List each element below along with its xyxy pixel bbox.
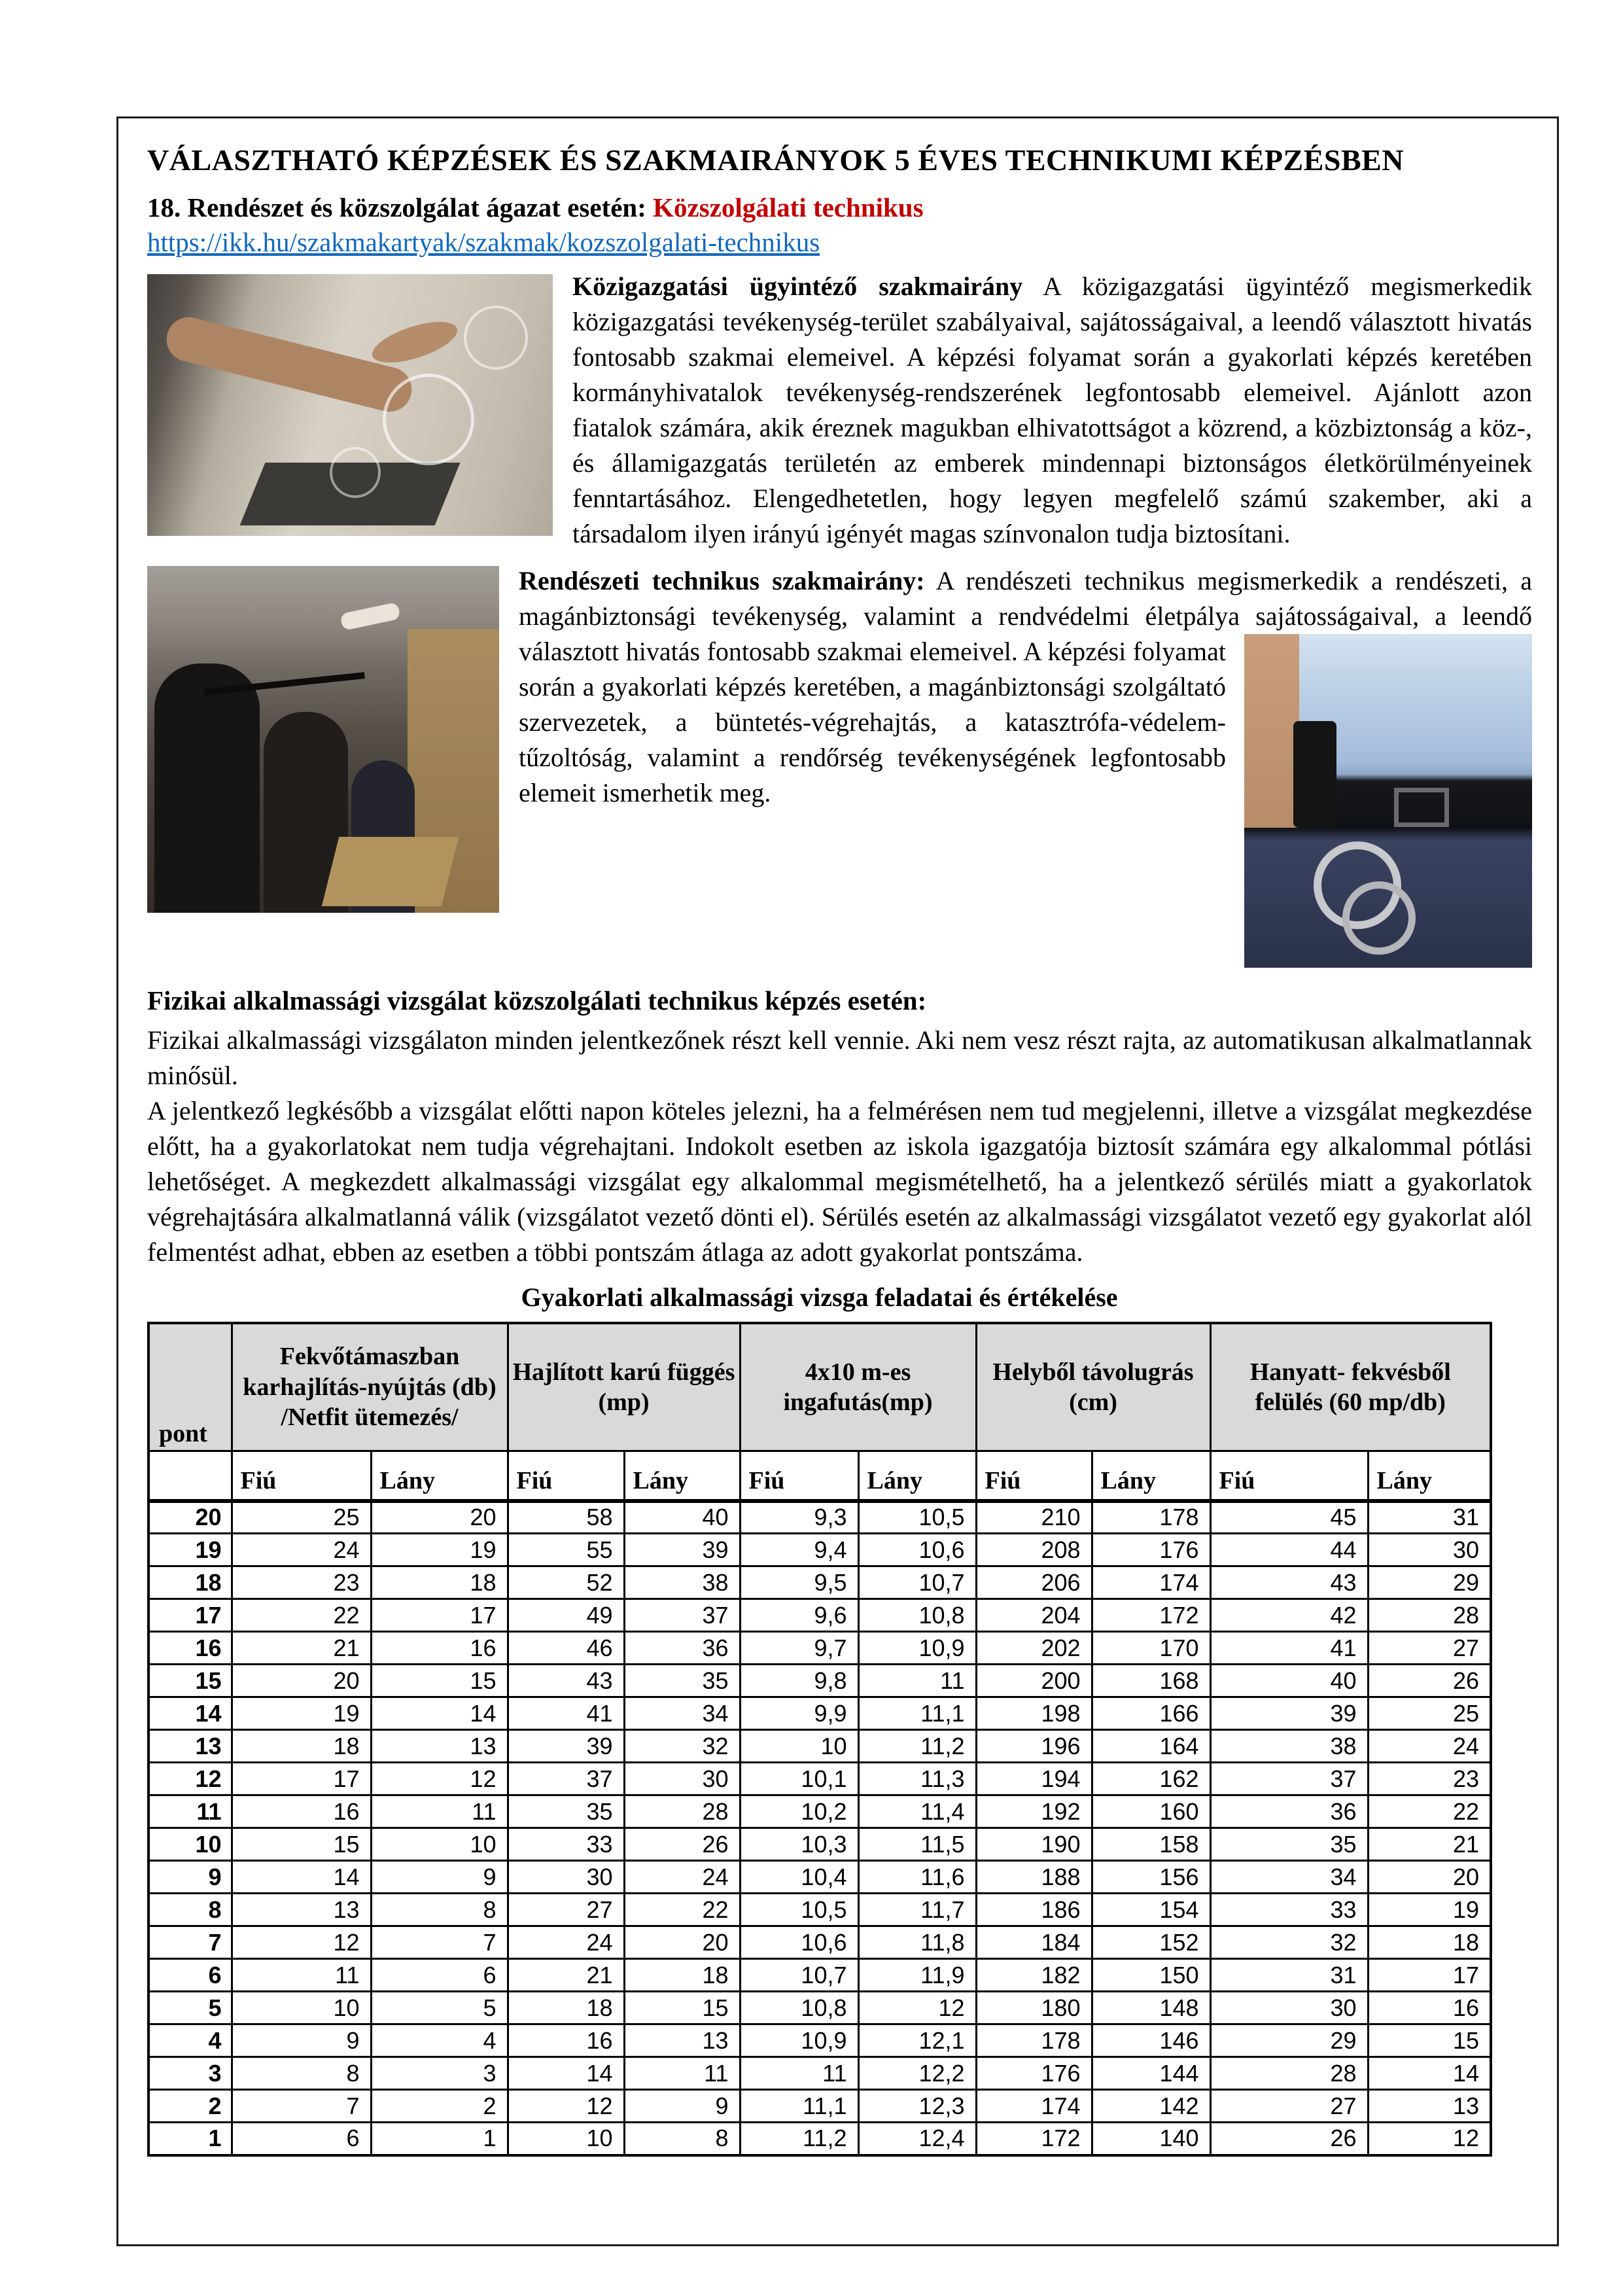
score-cell: 146 xyxy=(1092,2024,1210,2057)
score-cell: 160 xyxy=(1092,1795,1210,1828)
score-cell: 35 xyxy=(624,1665,740,1697)
gender-subheader: Fiú xyxy=(1210,1451,1368,1501)
score-cell: 22 xyxy=(232,1599,371,1632)
score-cell: 204 xyxy=(976,1599,1092,1632)
score-cell: 39 xyxy=(1210,1697,1368,1730)
gender-subheader: Fiú xyxy=(740,1451,858,1501)
shooting-range-photo xyxy=(147,566,499,913)
score-cell: 14 xyxy=(1368,2057,1491,2090)
score-cell: 11,3 xyxy=(858,1763,976,1795)
score-cell: 21 xyxy=(508,1959,624,1992)
score-cell: 4 xyxy=(371,2024,508,2057)
score-cell: 208 xyxy=(976,1534,1092,1566)
score-cell: 18 xyxy=(371,1566,508,1599)
belt-buckle-shape xyxy=(1394,788,1449,827)
column-group-header: 4x10 m-es ingafutás(mp) xyxy=(740,1323,976,1451)
score-cell: 21 xyxy=(232,1632,371,1665)
point-cell: 3 xyxy=(148,2057,232,2090)
score-cell: 27 xyxy=(1210,2090,1368,2123)
section-heading xyxy=(147,190,1532,225)
point-cell: 15 xyxy=(148,1665,232,1697)
score-cell: 11 xyxy=(371,1795,508,1828)
table-row xyxy=(148,1665,1491,1697)
score-cell: 202 xyxy=(976,1632,1092,1665)
score-cell: 13 xyxy=(624,2024,740,2057)
point-cell: 13 xyxy=(148,1730,232,1763)
score-cell: 192 xyxy=(976,1795,1092,1828)
score-cell: 20 xyxy=(1368,1861,1491,1894)
score-cell: 36 xyxy=(624,1632,740,1665)
score-cell: 17 xyxy=(1368,1959,1491,1992)
icon-ring xyxy=(383,374,474,465)
score-cell: 10,1 xyxy=(740,1763,858,1795)
fitness-heading: Fizikai alkalmassági vizsgálat közszolgálati technikus képzés esetén: xyxy=(147,985,927,1016)
score-cell: 44 xyxy=(1210,1534,1368,1566)
score-cell: 26 xyxy=(1368,1665,1491,1697)
point-cell: 10 xyxy=(148,1828,232,1861)
score-cell: 176 xyxy=(976,2057,1092,2090)
table-row xyxy=(148,1534,1491,1566)
fitness-paragraph-1: Fizikai alkalmassági vizsgálaton minden jelentkezőnek részt kell vennie. Aki nem vesz részt rajta, az automatikusan alkalmatlannak minősül. xyxy=(147,1025,1532,1090)
score-cell: 43 xyxy=(508,1665,624,1697)
table-row xyxy=(148,1730,1491,1763)
score-cell: 9,6 xyxy=(740,1599,858,1632)
score-cell: 144 xyxy=(1092,2057,1210,2090)
point-cell: 2 xyxy=(148,2090,232,2123)
point-cell: 14 xyxy=(148,1697,232,1730)
table-row xyxy=(148,1828,1491,1861)
admin-paragraph-lead: Közigazgatási ügyintéző szakmairány xyxy=(572,272,1023,302)
score-cell: 26 xyxy=(1210,2123,1368,2155)
gender-subheader: Lány xyxy=(858,1451,976,1501)
score-cell: 11,2 xyxy=(858,1730,976,1763)
score-cell: 10,8 xyxy=(858,1599,976,1632)
handcuff-ring-shape xyxy=(1342,881,1416,955)
score-cell: 5 xyxy=(371,1992,508,2024)
document-title: VÁLASZTHATÓ KÉPZÉSEK ÉS SZAKMAIRÁNYOK 5 ÉVES TECHNIKUMI KÉPZÉSBEN xyxy=(147,143,1405,177)
score-cell: 12,1 xyxy=(858,2024,976,2057)
score-cell: 166 xyxy=(1092,1697,1210,1730)
score-cell: 9 xyxy=(624,2090,740,2123)
police-paragraph-body: A rendészeti technikus megismerkedik a rendészeti, a magánbiztonsági tevékenység, valamint a rendvédelmi életpálya sajátosságaival, a leendő választott hivatás fontosabb szakmai elemeivel. A képzési folyamat során a gyakorlati képzés keretében, a magánbiztonsági szolgáltató szervezetek, a büntetés-végrehajtás, a katasztrófa-védelem-tűzoltóság, valamint a rendőrség tevékenységének legfontosabb elemeit ismerhetik meg. xyxy=(519,566,1532,808)
score-cell: 7 xyxy=(232,2090,371,2123)
score-cell: 12 xyxy=(232,1926,371,1959)
score-cell: 9,4 xyxy=(740,1534,858,1566)
score-cell: 24 xyxy=(508,1926,624,1959)
score-cell: 33 xyxy=(508,1828,624,1861)
score-cell: 20 xyxy=(624,1926,740,1959)
score-cell: 12,3 xyxy=(858,2090,976,2123)
score-cell: 25 xyxy=(1368,1697,1491,1730)
score-cell: 6 xyxy=(232,2123,371,2155)
point-cell: 17 xyxy=(148,1599,232,1632)
table-row xyxy=(148,1861,1491,1894)
score-cell: 40 xyxy=(624,1501,740,1534)
score-cell: 148 xyxy=(1092,1992,1210,2024)
score-cell: 30 xyxy=(1368,1534,1491,1566)
score-cell: 35 xyxy=(1210,1828,1368,1861)
score-cell: 11 xyxy=(624,2057,740,2090)
point-cell: 20 xyxy=(148,1501,232,1534)
score-cell: 29 xyxy=(1368,1566,1491,1599)
score-cell: 26 xyxy=(624,1828,740,1861)
score-cell: 12 xyxy=(508,2090,624,2123)
score-cell: 7 xyxy=(371,1926,508,1959)
score-cell: 11,1 xyxy=(740,2090,858,2123)
score-cell: 156 xyxy=(1092,1861,1210,1894)
point-cell: 4 xyxy=(148,2024,232,2057)
score-cell: 49 xyxy=(508,1599,624,1632)
score-cell: 172 xyxy=(976,2123,1092,2155)
police-paragraph xyxy=(147,563,1532,973)
score-cell: 10,5 xyxy=(740,1894,858,1926)
score-cell: 17 xyxy=(371,1599,508,1632)
score-cell: 9 xyxy=(371,1861,508,1894)
score-cell: 21 xyxy=(1368,1828,1491,1861)
score-cell: 194 xyxy=(976,1763,1092,1795)
point-cell: 12 xyxy=(148,1763,232,1795)
table-row xyxy=(148,2057,1491,2090)
score-cell: 24 xyxy=(624,1861,740,1894)
score-cell: 184 xyxy=(976,1926,1092,1959)
score-cell: 24 xyxy=(1368,1730,1491,1763)
score-cell: 1 xyxy=(371,2123,508,2155)
gender-subheader: Fiú xyxy=(976,1451,1092,1501)
score-cell: 13 xyxy=(1368,2090,1491,2123)
score-cell: 8 xyxy=(624,2123,740,2155)
score-cell: 10,4 xyxy=(740,1861,858,1894)
score-cell: 176 xyxy=(1092,1534,1210,1566)
score-cell: 41 xyxy=(508,1697,624,1730)
score-cell: 9,3 xyxy=(740,1501,858,1534)
score-cell: 10,5 xyxy=(858,1501,976,1534)
table-subheader-row xyxy=(148,1451,1491,1501)
point-cell: 1 xyxy=(148,2123,232,2155)
score-cell: 13 xyxy=(232,1894,371,1926)
score-cell: 11 xyxy=(232,1959,371,1992)
column-group-header: Hanyatt- fekvésből felülés (60 mp/db) xyxy=(1210,1323,1491,1451)
score-cell: 45 xyxy=(1210,1501,1368,1534)
score-cell: 10,9 xyxy=(858,1632,976,1665)
table-row xyxy=(148,2090,1491,2123)
score-cell: 35 xyxy=(508,1795,624,1828)
column-group-header: Helyből távolugrás (cm) xyxy=(976,1323,1210,1451)
score-cell: 18 xyxy=(232,1730,371,1763)
score-cell: 30 xyxy=(508,1861,624,1894)
score-cell: 34 xyxy=(1210,1861,1368,1894)
score-cell: 174 xyxy=(976,2090,1092,2123)
score-cell: 38 xyxy=(624,1566,740,1599)
point-cell: 16 xyxy=(148,1632,232,1665)
score-cell: 20 xyxy=(232,1665,371,1697)
gender-subheader: Fiú xyxy=(232,1451,371,1501)
score-cell: 142 xyxy=(1092,2090,1210,2123)
course-link[interactable]: https://ikk.hu/szakmakartyak/szakmak/kozszolgalati-technikus xyxy=(147,227,820,258)
score-cell: 182 xyxy=(976,1959,1092,1992)
score-cell: 37 xyxy=(1210,1763,1368,1795)
score-cell: 170 xyxy=(1092,1632,1210,1665)
score-cell: 12 xyxy=(1368,2123,1491,2155)
score-cell: 12,4 xyxy=(858,2123,976,2155)
score-cell: 200 xyxy=(976,1665,1092,1697)
table-row xyxy=(148,1959,1491,1992)
score-cell: 162 xyxy=(1092,1763,1210,1795)
score-cell: 14 xyxy=(371,1697,508,1730)
score-cell: 9,9 xyxy=(740,1697,858,1730)
score-cell: 10 xyxy=(740,1730,858,1763)
point-cell: 7 xyxy=(148,1926,232,1959)
table-row xyxy=(148,1795,1491,1828)
table-row xyxy=(148,1926,1491,1959)
score-cell: 10,7 xyxy=(740,1959,858,1992)
score-cell: 16 xyxy=(1368,1992,1491,2024)
score-cell: 11,4 xyxy=(858,1795,976,1828)
table-group-header-row xyxy=(148,1323,1491,1451)
gender-subheader: Lány xyxy=(1092,1451,1210,1501)
score-cell: 178 xyxy=(1092,1501,1210,1534)
score-cell: 23 xyxy=(1368,1763,1491,1795)
score-cell: 8 xyxy=(232,2057,371,2090)
score-cell: 39 xyxy=(508,1730,624,1763)
arm-shape xyxy=(162,313,416,417)
score-cell: 174 xyxy=(1092,1566,1210,1599)
table-row xyxy=(148,2024,1491,2057)
table-row xyxy=(148,1632,1491,1665)
score-cell: 10 xyxy=(232,1992,371,2024)
score-cell: 11,6 xyxy=(858,1861,976,1894)
score-cell: 8 xyxy=(371,1894,508,1926)
score-cell: 15 xyxy=(371,1665,508,1697)
score-cell: 18 xyxy=(508,1992,624,2024)
score-cell: 9,7 xyxy=(740,1632,858,1665)
score-cell: 15 xyxy=(1368,2024,1491,2057)
score-cell: 206 xyxy=(976,1566,1092,1599)
point-header-cell: pont xyxy=(148,1323,232,1451)
score-cell: 19 xyxy=(1368,1894,1491,1926)
score-cell: 15 xyxy=(232,1828,371,1861)
score-cell: 168 xyxy=(1092,1665,1210,1697)
score-cell: 22 xyxy=(624,1894,740,1926)
score-cell: 12,2 xyxy=(858,2057,976,2090)
score-cell: 39 xyxy=(624,1534,740,1566)
police-paragraph-lead: Rendészeti technikus szakmairány: xyxy=(519,566,925,596)
score-cell: 30 xyxy=(624,1763,740,1795)
score-cell: 31 xyxy=(1368,1501,1491,1534)
score-cell: 164 xyxy=(1092,1730,1210,1763)
score-cell: 11,2 xyxy=(740,2123,858,2155)
score-cell: 152 xyxy=(1092,1926,1210,1959)
score-cell: 10,8 xyxy=(740,1992,858,2024)
score-cell: 3 xyxy=(371,2057,508,2090)
police-officer-photo xyxy=(1244,634,1532,968)
column-group-header: Hajlított karú függés (mp) xyxy=(508,1323,740,1451)
section-heading-highlight: Közszolgálati technikus xyxy=(653,192,924,222)
score-cell: 18 xyxy=(1368,1926,1491,1959)
score-cell: 178 xyxy=(976,2024,1092,2057)
score-cell: 31 xyxy=(1210,1959,1368,1992)
score-cell: 55 xyxy=(508,1534,624,1566)
score-cell: 16 xyxy=(508,2024,624,2057)
score-cell: 150 xyxy=(1092,1959,1210,1992)
empty-header-cell xyxy=(148,1451,232,1501)
table-row xyxy=(148,1697,1491,1730)
score-cell: 190 xyxy=(976,1828,1092,1861)
gender-subheader: Fiú xyxy=(508,1451,624,1501)
score-cell: 58 xyxy=(508,1501,624,1534)
score-cell: 16 xyxy=(232,1795,371,1828)
table-row xyxy=(148,1992,1491,2024)
score-cell: 10,6 xyxy=(740,1926,858,1959)
radio-shape xyxy=(1293,721,1336,828)
score-cell: 14 xyxy=(508,2057,624,2090)
score-cell: 16 xyxy=(371,1632,508,1665)
icon-ring xyxy=(330,447,381,498)
point-cell: 9 xyxy=(148,1861,232,1894)
score-cell: 34 xyxy=(624,1697,740,1730)
score-cell: 11,5 xyxy=(858,1828,976,1861)
score-cell: 52 xyxy=(508,1566,624,1599)
hand-shape xyxy=(368,313,462,371)
section-heading-prefix: 18. Rendészet és közszolgálat ágazat esetén: xyxy=(147,192,654,222)
score-cell: 40 xyxy=(1210,1665,1368,1697)
ceiling-lamp-shape xyxy=(340,602,400,631)
fitness-paragraph-2: A jelentkező legkésőbb a vizsgálat előtti napon köteles jelezni, ha a felmérésen nem tud megjelenni, illetve a vizsgálat megkezdése előtt, ha a gyakorlatokat nem tudja végrehajtani. Indokolt esetben az iskola igazgatója biztosít számára egy alkalommal pótlási lehetőséget. A megkezdett alkalmassági vizsgálat egy alkalommal megismételhető, ha a jelentkező sérülés miatt a gyakorlatok végrehajtására alkalmatlanná válik (vizsgálatot vezető dönti el). Sérülés esetén az alkalmassági vizsgálatot vezető egy gyakorlat alól felmentést adhat, ebben az esetben a többi pontszám átlaga az adott gyakorlat pontszáma. xyxy=(147,1095,1532,1267)
score-cell: 41 xyxy=(1210,1632,1368,1665)
score-cell: 15 xyxy=(624,1992,740,2024)
column-group-header: Fekvőtámaszban karhajlítás-nyújtás (db) /Netfit ütemezés/ xyxy=(232,1323,508,1451)
score-cell: 6 xyxy=(371,1959,508,1992)
point-cell: 6 xyxy=(148,1959,232,1992)
score-cell: 14 xyxy=(232,1861,371,1894)
score-cell: 198 xyxy=(976,1697,1092,1730)
gender-subheader: Lány xyxy=(624,1451,740,1501)
scores-table-section xyxy=(147,1282,1492,2157)
score-cell: 10 xyxy=(371,1828,508,1861)
score-cell: 11,1 xyxy=(858,1697,976,1730)
score-cell: 42 xyxy=(1210,1599,1368,1632)
score-cell: 28 xyxy=(624,1795,740,1828)
score-cell: 196 xyxy=(976,1730,1092,1763)
table-row xyxy=(148,1763,1491,1795)
score-cell: 154 xyxy=(1092,1894,1210,1926)
table-row xyxy=(148,1894,1491,1926)
score-cell: 158 xyxy=(1092,1828,1210,1861)
score-cell: 27 xyxy=(508,1894,624,1926)
score-cell: 13 xyxy=(371,1730,508,1763)
score-cell: 37 xyxy=(508,1763,624,1795)
score-cell: 12 xyxy=(858,1992,976,2024)
point-cell: 8 xyxy=(148,1894,232,1926)
score-cell: 10,2 xyxy=(740,1795,858,1828)
score-cell: 9 xyxy=(232,2024,371,2057)
score-cell: 11 xyxy=(740,2057,858,2090)
gender-subheader: Lány xyxy=(371,1451,508,1501)
admin-paragraph-body: A közigazgatási ügyintéző megismerkedik közigazgatási tevékenység-terület szabályaival, sajátosságaival, a leendő választott hivatás fontosabb szakmai elemeivel. A képzési folyamat során a gyakorlati képzés keretében kormányhivatalok tevékenység-rendszerének legfontosabb elemeivel. Ajánlott azon fiatalok számára, akik éreznek magukban elhivatottságot a közrend, a közbiztonság a köz-, és államigazgatás területén az emberek mindennapi biztonságos életkörülményeinek fenntartásához. Elengedhetetlen, hogy legyen megfelelő számú szakember, aki a társadalom ilyen irányú igényét magas színvonalon tudja biztosítani. xyxy=(572,272,1532,549)
point-cell: 11 xyxy=(148,1795,232,1828)
score-cell: 186 xyxy=(976,1894,1092,1926)
score-cell: 18 xyxy=(624,1959,740,1992)
score-cell: 33 xyxy=(1210,1894,1368,1926)
score-cell: 32 xyxy=(1210,1926,1368,1959)
score-cell: 11 xyxy=(858,1665,976,1697)
score-cell: 10 xyxy=(508,2123,624,2155)
score-cell: 11,8 xyxy=(858,1926,976,1959)
score-cell: 188 xyxy=(976,1861,1092,1894)
score-cell: 29 xyxy=(1210,2024,1368,2057)
score-cell: 210 xyxy=(976,1501,1092,1534)
table-row xyxy=(148,1501,1491,1534)
score-cell: 2 xyxy=(371,2090,508,2123)
score-cell: 180 xyxy=(976,1992,1092,2024)
score-cell: 10,9 xyxy=(740,2024,858,2057)
score-cell: 25 xyxy=(232,1501,371,1534)
point-cell: 19 xyxy=(148,1534,232,1566)
gender-subheader: Lány xyxy=(1368,1451,1491,1501)
score-cell: 20 xyxy=(371,1501,508,1534)
score-cell: 140 xyxy=(1092,2123,1210,2155)
score-cell: 36 xyxy=(1210,1795,1368,1828)
score-cell: 46 xyxy=(508,1632,624,1665)
score-cell: 19 xyxy=(371,1534,508,1566)
score-cell: 17 xyxy=(232,1763,371,1795)
table-row xyxy=(148,2123,1491,2155)
score-cell: 9,5 xyxy=(740,1566,858,1599)
table-caption: Gyakorlati alkalmassági vizsga feladatai és értékelése xyxy=(521,1282,1118,1312)
table-row xyxy=(148,1599,1491,1632)
scores-table xyxy=(147,1322,1492,2157)
score-cell: 11,7 xyxy=(858,1894,976,1926)
score-cell: 23 xyxy=(232,1566,371,1599)
icon-ring xyxy=(464,306,528,370)
score-cell: 30 xyxy=(1210,1992,1368,2024)
score-cell: 43 xyxy=(1210,1566,1368,1599)
score-cell: 28 xyxy=(1210,2057,1368,2090)
score-cell: 32 xyxy=(624,1730,740,1763)
person-silhouette xyxy=(154,663,260,913)
score-cell: 27 xyxy=(1368,1632,1491,1665)
admin-paragraph xyxy=(147,269,1532,552)
score-cell: 24 xyxy=(232,1534,371,1566)
point-cell: 5 xyxy=(148,1992,232,2024)
score-cell: 12 xyxy=(371,1763,508,1795)
score-cell: 10,3 xyxy=(740,1828,858,1861)
point-cell: 18 xyxy=(148,1566,232,1599)
score-cell: 22 xyxy=(1368,1795,1491,1828)
score-cell: 37 xyxy=(624,1599,740,1632)
score-cell: 9,8 xyxy=(740,1665,858,1697)
score-cell: 10,7 xyxy=(858,1566,976,1599)
score-cell: 19 xyxy=(232,1697,371,1730)
desk-shape xyxy=(322,837,459,906)
score-cell: 10,6 xyxy=(858,1534,976,1566)
table-body xyxy=(148,1501,1491,2155)
score-cell: 38 xyxy=(1210,1730,1368,1763)
score-cell: 11,9 xyxy=(858,1959,976,1992)
arm-shape xyxy=(1244,634,1299,828)
table-row xyxy=(148,1566,1491,1599)
score-cell: 28 xyxy=(1368,1599,1491,1632)
page-border-frame xyxy=(116,116,1559,2246)
score-cell: 172 xyxy=(1092,1599,1210,1632)
hands-laptop-photo xyxy=(147,274,553,536)
